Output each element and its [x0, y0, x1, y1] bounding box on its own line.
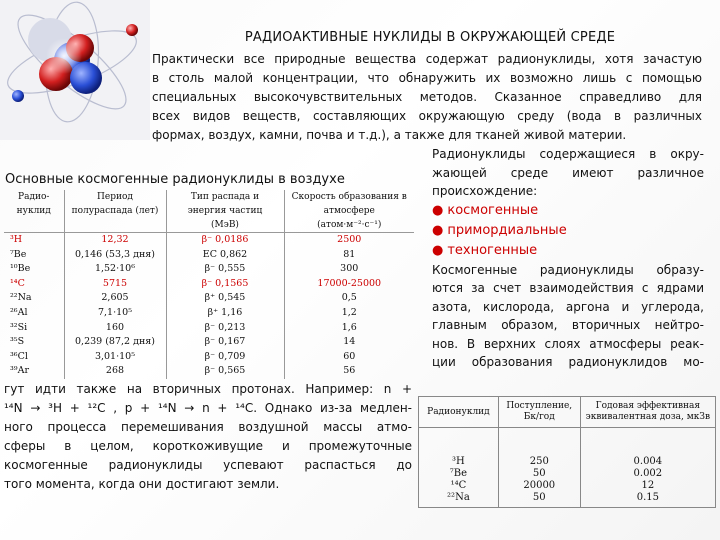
dose-table: [418, 396, 716, 508]
col-header-nuclide: [4, 190, 64, 233]
cell-nuclide: ²²Na: [419, 492, 499, 508]
intro-line: в столь малой концентрации, что обнаружить их возможно лишь с помощью: [152, 71, 702, 85]
cell-nuclide: ⁷Be: [4, 248, 64, 263]
table-row: [419, 492, 716, 508]
cell-decay: β⁻ 0,0186: [166, 233, 284, 248]
cell-nuclide: ¹⁴C: [4, 277, 64, 292]
header-text: нуклид: [16, 206, 51, 216]
origin-line: происхождение:: [432, 184, 538, 198]
origin-bullet-technogenic: [432, 241, 704, 261]
col-header-half-life: [64, 190, 166, 233]
origin-line: жающей среде имеют различное: [432, 165, 704, 180]
header-text: Скорость образования в: [291, 192, 407, 202]
bullet-label: техногенные: [447, 242, 538, 258]
continuation-line: гут идти также на вторичных протонах. Например: n +: [4, 382, 412, 396]
cell-rate: 60: [343, 350, 356, 362]
header-text: полураспада (лет): [71, 206, 159, 216]
cosmogenic-line: Космогенные радионуклиды образу-: [432, 262, 704, 277]
cell-half-life: 160: [64, 321, 166, 336]
cell-decay: β⁻ 0,555: [166, 262, 284, 277]
header-text: энергия частиц: [187, 206, 263, 216]
cell-rate: 81: [343, 248, 356, 260]
cell-nuclide: ²⁶Al: [4, 306, 64, 321]
origin-line: Радионуклиды содержащиеся в окру-: [432, 147, 704, 161]
cell-nuclide: ¹⁴C: [419, 480, 499, 492]
cosmogenic-line: азота, кислорода, аргона и углерода,: [432, 299, 704, 314]
origin-bullet-cosmogenic: [432, 201, 704, 221]
table-row: [4, 364, 414, 379]
table-row: [4, 277, 414, 292]
bullet-dot-icon: ●: [432, 242, 444, 258]
cell-intake: 50: [498, 492, 580, 508]
table-row: [419, 468, 716, 480]
cell-half-life: 5715: [64, 277, 166, 292]
cosmogenic-line: ются за счет взаимодействия с ядрами: [432, 281, 704, 295]
cell-nuclide: ¹⁰Be: [4, 262, 64, 277]
table-row: [4, 350, 414, 365]
table-row: [4, 335, 414, 350]
cell-rate: 2500: [337, 234, 362, 245]
cosmogenic-line: нов. В верхних слоях атмосферы реак-: [432, 336, 704, 351]
cell-half-life: 268: [64, 364, 166, 379]
cell-rate: 17000-25000: [317, 277, 382, 289]
cell-decay: β⁺ 1,16: [166, 306, 284, 321]
cell-rate: 0,5: [341, 292, 357, 304]
table1-caption: Основные космогенные радионуклиды в воздухе: [5, 172, 345, 187]
table-row: [4, 291, 414, 306]
table-row: [4, 248, 414, 263]
col-header-nuclide: Радионуклид: [419, 397, 499, 428]
cell-nuclide: ³H: [4, 233, 64, 248]
table-row: [4, 262, 414, 277]
table-row: [4, 321, 414, 336]
cell-dose: 0.15: [580, 492, 715, 508]
header-text: (МэВ): [211, 220, 239, 230]
cell-dose: 0.002: [580, 468, 715, 480]
bullet-label: космогенные: [447, 202, 539, 218]
cell-rate: 14: [343, 336, 356, 348]
bullet-dot-icon: ●: [432, 222, 444, 238]
cosmogenic-line: ции образования радионуклидов мо-: [432, 355, 704, 369]
intro-line: всех видов веществ, составляющих окружающую среду (вода в различных: [152, 109, 702, 123]
cell-nuclide: ³H: [419, 428, 499, 469]
cell-decay: β⁻ 0,709: [166, 350, 284, 365]
cell-half-life: 2,605: [64, 291, 166, 306]
cell-intake: 250: [498, 428, 580, 469]
origin-section: [432, 145, 704, 372]
cell-dose: 0.004: [580, 428, 715, 469]
bullet-dot-icon: ●: [432, 202, 444, 218]
cell-nuclide: ³²Si: [4, 321, 64, 336]
intro-line: формах, воздух, камни, почва и т.д.), а также для тканей живой материи.: [152, 128, 627, 142]
cell-dose: 12: [580, 480, 715, 492]
cell-rate: 56: [343, 365, 356, 377]
cell-rate: 1,2: [341, 306, 357, 318]
cell-decay: β⁺ 0,545: [166, 291, 284, 306]
page-title: РАДИОАКТИВНЫЕ НУКЛИДЫ В ОКРУЖАЮЩЕЙ СРЕДЕ: [244, 30, 616, 45]
cell-half-life: 0,239 (87,2 дня): [64, 335, 166, 350]
col-header-dose: Годовая эффективная эквивалентная доза, мкЗв: [580, 397, 715, 428]
cell-nuclide: ³⁹Ar: [4, 364, 64, 379]
header-text: Радио-: [18, 192, 50, 202]
cell-nuclide: ⁷Be: [419, 468, 499, 480]
table-row: [4, 233, 414, 248]
table-row: [419, 428, 716, 469]
col-header-intake: Поступление, Бк/год: [498, 397, 580, 428]
cell-decay: β⁻ 0,1565: [166, 277, 284, 292]
cosmogenic-nuclides-table: [4, 190, 414, 379]
table-row: [419, 480, 716, 492]
cell-nuclide: ²²Na: [4, 291, 64, 306]
bullet-label: примордиальные: [447, 222, 567, 238]
cell-half-life: 12,32: [64, 233, 166, 248]
continuation-line: ¹⁴N → ³H + ¹²C , p + ¹⁴N → n + ¹⁴C. Однако из-за медлен-: [4, 401, 412, 415]
intro-paragraph: [152, 50, 702, 145]
table-row: [4, 306, 414, 321]
cell-intake: 50: [498, 468, 580, 480]
cell-nuclide: ³⁶Cl: [4, 350, 64, 365]
origin-bullet-primordial: [432, 221, 704, 241]
cell-half-life: 0,146 (53,3 дня): [64, 248, 166, 263]
cell-decay: β⁻ 0,213: [166, 321, 284, 336]
cell-nuclide: ³⁵S: [4, 335, 64, 350]
continuation-line: сферы в целом, короткоживущие и промежуточные: [4, 439, 412, 453]
cell-rate: 300: [340, 263, 359, 275]
cosmogenic-line: главным образом, вторичных нейтро-: [432, 318, 704, 332]
intro-line: специальных высокочувствительных методов. Сказанное справедливо для: [152, 90, 702, 104]
cell-half-life: 1,52·10⁶: [64, 262, 166, 277]
header-text: Период: [97, 192, 133, 202]
col-header-decay: [166, 190, 284, 233]
continuation-paragraph: [4, 380, 412, 494]
continuation-line: космогенные радионуклиды успевают распасться до: [4, 458, 412, 472]
atom-illustration: [0, 0, 150, 140]
continuation-line: того момента, когда они достигают земли.: [4, 477, 280, 491]
cell-half-life: 7,1·10⁵: [64, 306, 166, 321]
header-text: атмосфере: [323, 206, 375, 216]
header-text: Тип распада и: [190, 192, 260, 202]
intro-line: Практически все природные вещества содержат радионуклиды, хотя зачастую: [152, 52, 702, 66]
continuation-line: ного процесса перемешивания воздушной массы атмо-: [4, 420, 412, 434]
col-header-rate: [284, 190, 414, 233]
cell-half-life: 3,01·10⁵: [64, 350, 166, 365]
cell-decay: EC 0,862: [166, 248, 284, 263]
cell-decay: β⁻ 0,565: [166, 364, 284, 379]
cell-decay: β⁻ 0,167: [166, 335, 284, 350]
header-text: (атом·м⁻²·с⁻¹): [317, 220, 382, 230]
cell-intake: 20000: [498, 480, 580, 492]
cell-rate: 1,6: [341, 321, 357, 333]
